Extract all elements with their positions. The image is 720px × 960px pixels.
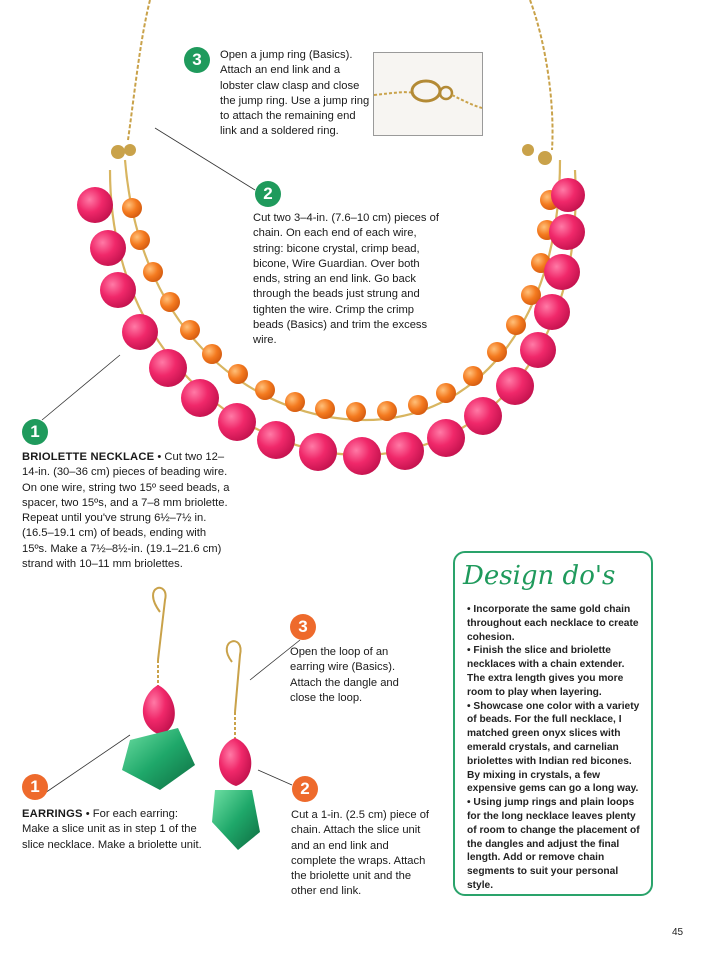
earring-left	[122, 588, 195, 790]
design-do-item: • Showcase one color with a variety of beads. For the full necklace, I matched green onyx slices with emerald crystals, and carnelian briolettes with Indian red bicones. By mixing in crystals, a few expensive gems can go a long way.	[467, 700, 640, 795]
lobster-clasp-icon	[374, 53, 482, 135]
design-do-item: • Using jump rings and plain loops for the long necklace leaves plenty of room to change the placement of the dangles and adjust the final length. Add or remove chain segments to suit your personal style.	[467, 797, 640, 891]
end-beads	[111, 144, 552, 165]
step-3-text: Open a jump ring (Basics). Attach an end link and a lobster claw clasp and close the jump ring. Use a jump ring to attach the remaining end link and a soldered ring.	[220, 49, 370, 138]
earrings-step-3-badge: 3	[290, 614, 316, 640]
step-2-text: Cut two 3–4-in. (7.6–10 cm) pieces of chain. On each end of each wire, string: bicone crystal, crimp bead, bicone, Wire Guardian. Over both ends, string an end link. Go back through the beads just strung and tighten the wire. Crimp the crimp beads (Basics) and trim the excess wire.	[253, 212, 439, 347]
earrings-step-1-text	[22, 807, 202, 853]
earrings-heading: EARRINGS	[22, 808, 83, 820]
step-2-badge: 2	[255, 181, 281, 207]
clasp-inset-photo	[373, 52, 483, 136]
design-do-item: • Incorporate the same gold chain throughout each necklace to create cohesion.	[467, 604, 639, 643]
earring-right	[212, 641, 260, 850]
earrings-step-2-text: Cut a 1-in. (2.5 cm) piece of chain. Attach the slice unit and an end link and complete the wraps. Attach the briolette unit and the other end link.	[291, 809, 430, 898]
step-1-badge: 1	[22, 419, 48, 445]
design-do-item: • Finish the slice and briolette necklaces with a chain extender. The extra length gives you more room to play when layering.	[467, 645, 625, 698]
page-number: 45	[672, 927, 684, 938]
earrings-step-3-text: Open the loop of an earring wire (Basics). Attach the dangle and close the loop.	[290, 646, 399, 704]
design-dos-list	[467, 603, 645, 893]
earrings-step-1-badge: 1	[22, 774, 48, 800]
briolette-necklace-heading: BRIOLETTE NECKLACE	[22, 451, 155, 463]
design-dos-box	[453, 551, 653, 896]
earrings-step-2-badge: 2	[292, 776, 318, 802]
design-dos-title: Design do's	[463, 561, 616, 591]
step-3-badge: 3	[184, 47, 210, 73]
earrings-body: • For each earring: Make a slice unit as in step 1 of the slice necklace. Make a briolette unit.	[22, 808, 202, 851]
briolette-necklace-body: • Cut two 12–14-in. (30–36 cm) pieces of beading wire. On one wire, string two 15º seed beads, a spacer, two 15ºs, and a 7–8 mm briolette. Repeat until you've strung 6½–7½ in. (16.5–19.1 cm) of beads, ending with 15ºs. Make a 7½–8½-in. (19.1–21.6 cm) strand with 10–11 mm briolettes.	[22, 451, 230, 571]
step-1-text	[22, 450, 234, 572]
